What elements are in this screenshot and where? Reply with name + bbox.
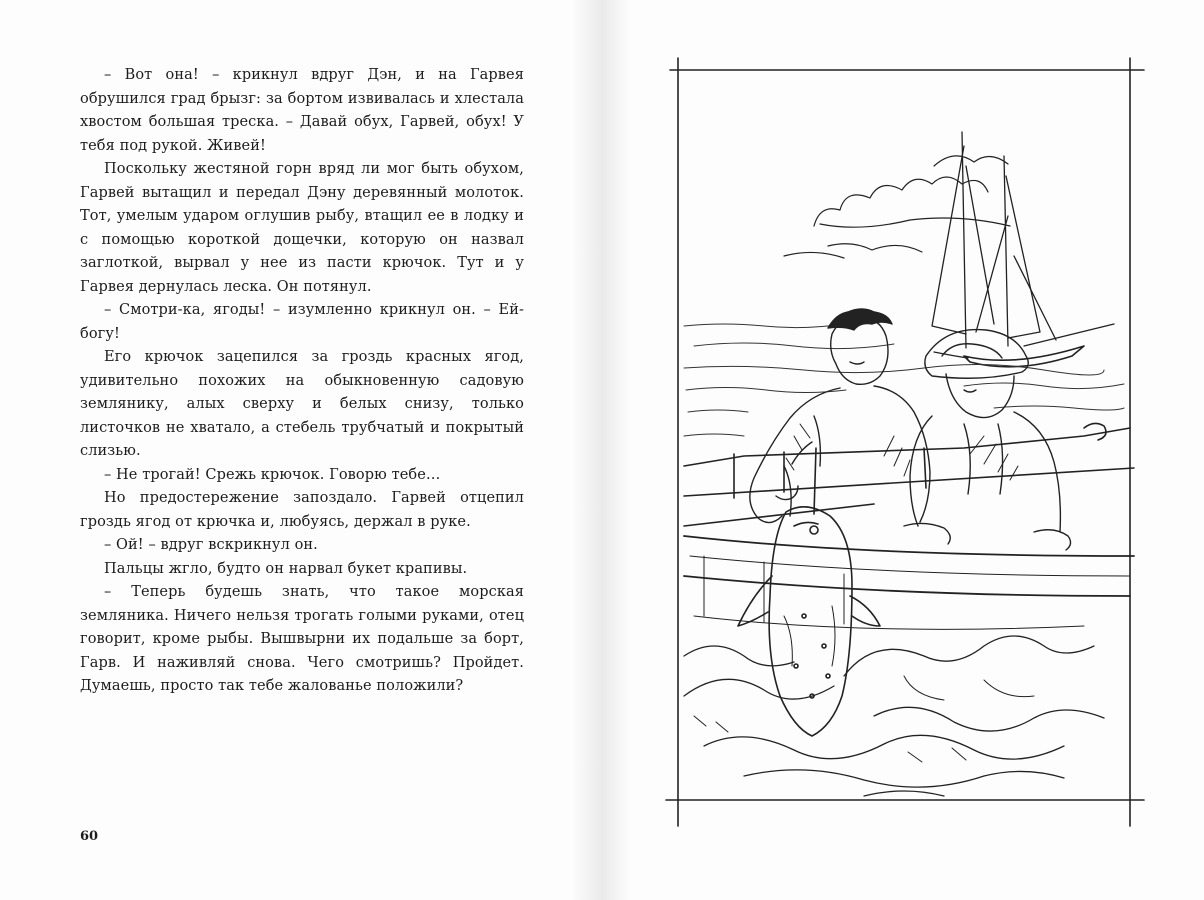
left-page [0, 0, 601, 900]
gutter-shadow-right [601, 0, 631, 900]
illustration [664, 56, 1148, 830]
story-text [80, 64, 524, 699]
paragraph: – Теперь будешь знать, что такое морская земляника. Ничего нельзя трогать голыми руками, отец говорит, кроме рыбы. Вышвырни их подальше за борт, Гарв. И наживляй снова. Чего смотришь? Пройдет. Думаешь, просто так тебе жалованье положили? [80, 584, 524, 694]
page-number: 60 [80, 829, 99, 844]
sea-waves [684, 324, 1124, 436]
paragraph: Его крючок зацепился за гроздь красных ягод, удивительно похожих на обыкновенную садовую землянику, алых сверху и белых снизу, только листочков не хватало, а стебель трубчатый и покрытый слизью. [80, 349, 524, 459]
boat-rail [684, 423, 1134, 526]
clouds [784, 156, 1010, 258]
paragraph: – Ой! – вдруг вскрикнул он. [104, 537, 318, 553]
foreground-waves [684, 636, 1104, 796]
paragraph: – Вот она! – крикнул вдруг Дэн, и на Гарвея обрушился град брызг: за бортом извивалась и хлестала хвостом большая треска. – Давай обух, Гарвей, обух! У тебя под рукой. Живей! [80, 67, 524, 154]
paragraph: Поскольку жестяной горн вряд ли мог быть обухом, Гарвей вытащил и передал Дэну деревянный молоток. Тот, умелым ударом оглушив рыбу, втащил ее в лодку и с помощью короткой дощечки, которую он назвал заглоткой, вырвал у нее из пасти крючок. Тут и у Гарвея дернулась леска. Он потянул. [80, 161, 524, 295]
paragraph: Но предостережение запоздало. Гарвей отцепил гроздь ягод от крючка и, любуясь, держал в руке. [80, 490, 524, 530]
paragraph: – Не трогай! Срежь крючок. Говорю тебе… [104, 466, 441, 483]
paragraph: Пальцы жгло, будто он нарвал букет крапивы. [104, 560, 468, 577]
gutter-shadow-left [571, 0, 601, 900]
paragraph: – Смотри-ка, ягоды! – изумленно крикнул он. – Ей-богу! [80, 302, 524, 342]
